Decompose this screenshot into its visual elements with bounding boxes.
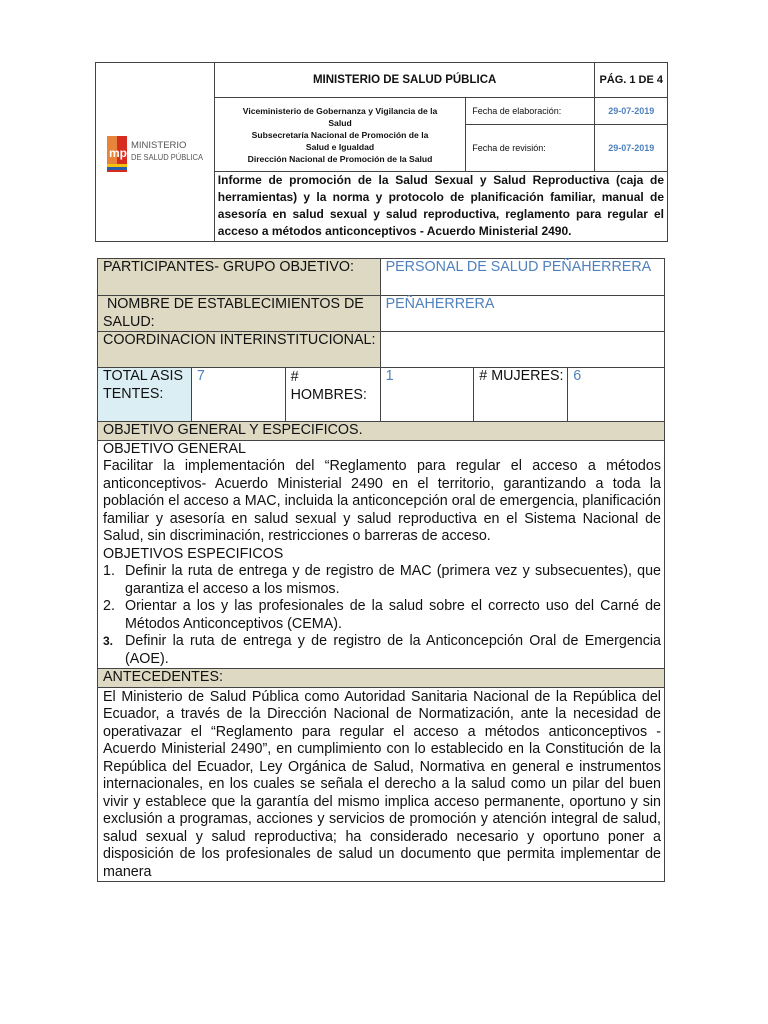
list-item xyxy=(103,563,661,598)
subsecretaria-text: Subsecretaría Nacional de Promoción de la Salud e Igualdad xyxy=(251,129,429,152)
mujeres-value: 6 xyxy=(568,368,665,422)
hombres-value: 1 xyxy=(380,368,474,422)
ministry-logo xyxy=(105,130,205,174)
logo-text-line1: MINISTERIO xyxy=(130,140,187,151)
logo-letters: mp xyxy=(108,146,127,160)
page-indicator: PÁG. 1 DE 4 xyxy=(595,63,668,98)
document-header xyxy=(95,62,668,242)
participantes-label: PARTICIPANTES- GRUPO OBJETIVO: xyxy=(98,259,381,296)
objetivos-header: OBJETIVO GENERAL Y ESPECIFICOS. xyxy=(98,422,665,441)
ministry-title: MINISTERIO DE SALUD PÚBLICA xyxy=(214,63,595,98)
logo-stripe-blue xyxy=(107,167,127,170)
establecimientos-value: PEÑAHERRERA xyxy=(380,296,664,332)
viceministerio-text: Viceministerio de Gobernanza y Vigilancia de la Salud xyxy=(242,105,438,128)
fecha-revision-value: 29-07-2019 xyxy=(595,125,668,172)
total-value: 7 xyxy=(191,368,285,422)
antecedentes-text: El Ministerio de Salud Pública como Autoridad Sanitaria Nacional de la República del Ecuador, a través de la Dirección Nacional de Normatización, ante la necesidad de operativazar el “Reglamento para regular el acceso a métodos anticonceptivos - Acuerdo Ministerial 2490”, en cumplimiento con lo establecido en la Constitución de la República del Ecuador, Ley Orgánica de Salud, Normativa en general e instrumentos internacionales, en los cuales se señala el derecho a la salud como un pilar del buen vivir y establece que la garantía del mismo implica acceso permanente, oportuno y sin exclusión a programas, acciones y servicios de promoción y atención integral de salud, salud sexual y salud reproductiva; ha considerado necesario y oportuno poner a disposición de los profesionales de salud un documento que permita implementar de manera xyxy=(98,687,665,882)
coordinacion-label: COORDINACION INTERINSTITUCIONAL: xyxy=(98,332,381,368)
mujeres-label: # MUJERES: xyxy=(474,368,568,422)
objetivos-especificos-title: OBJETIVOS ESPECIFICOS xyxy=(103,545,284,562)
list-item-text: Orientar a los y las profesionales de la salud sobre el correcto uso del Carné de Métodos Anticonceptivos (CEMA). xyxy=(125,598,661,632)
fecha-elaboracion-value: 29-07-2019 xyxy=(595,98,668,125)
list-item-number: 1. xyxy=(103,563,115,579)
list-item-text: Definir la ruta de entrega y de registro de MAC (primera vez y subsecuentes), que garantiza el acceso a los mismos. xyxy=(125,563,661,597)
list-item xyxy=(103,598,661,633)
institution-hierarchy xyxy=(214,98,465,172)
logo-text-line2: DE SALUD PÚBLICA xyxy=(130,153,204,162)
objetivo-general-text: Facilitar la implementación del “Reglamento para regular el acceso a métodos anticonceptivos- Acuerdo Ministerial 2490 en el territorio, garantizando a toda la población el acceso a MAC, incluida la anticoncepción oral de emergencia, planificación familiar y asesoría en salud sexual y salud reproductiva en el Sistema Nacional de Salud, sin discriminación, restricciones o barreras de acceso. xyxy=(103,458,661,544)
fecha-revision-label: Fecha de revisión: xyxy=(466,125,595,172)
total-label: TOTAL ASISTENTES: xyxy=(98,368,192,422)
objetivos-content xyxy=(98,440,665,669)
antecedentes-header: ANTECEDENTES: xyxy=(98,669,665,688)
list-item-text: Definir la ruta de entrega y de registro de la Anticoncepción Oral de Emergencia (AOE). xyxy=(125,633,661,667)
list-item-number: 2. xyxy=(103,598,115,614)
logo-stripe-red xyxy=(107,170,127,172)
list-item xyxy=(103,633,661,668)
objetivos-especificos-list xyxy=(103,563,661,668)
direccion-text: Dirección Nacional de Promoción de la Salud xyxy=(247,153,433,164)
list-item-number: 3. xyxy=(103,634,114,648)
participantes-value: PERSONAL DE SALUD PEÑAHERRERA xyxy=(380,259,664,296)
fecha-elaboracion-label: Fecha de elaboración: xyxy=(466,98,595,125)
logo-stripe-yellow xyxy=(107,164,127,167)
establecimientos-label: NOMBRE DE ESTABLECIMIENTOS DE SALUD: xyxy=(98,296,381,332)
hombres-label: # HOMBRES: xyxy=(285,368,380,422)
objetivo-general-title: OBJETIVO GENERAL xyxy=(103,440,247,457)
report-form xyxy=(97,258,665,882)
logo-cell xyxy=(96,63,215,242)
report-title: Informe de promoción de la Salud Sexual y Salud Reproductiva (caja de herramientas) y la norma y protocolo de planificación familiar, manual de asesoría en salud sexual y salud reproductiva, reglamento para regular el acceso a métodos anticonceptivos - Acuerdo Ministerial 2490. xyxy=(214,172,667,242)
coordinacion-value xyxy=(380,332,664,368)
